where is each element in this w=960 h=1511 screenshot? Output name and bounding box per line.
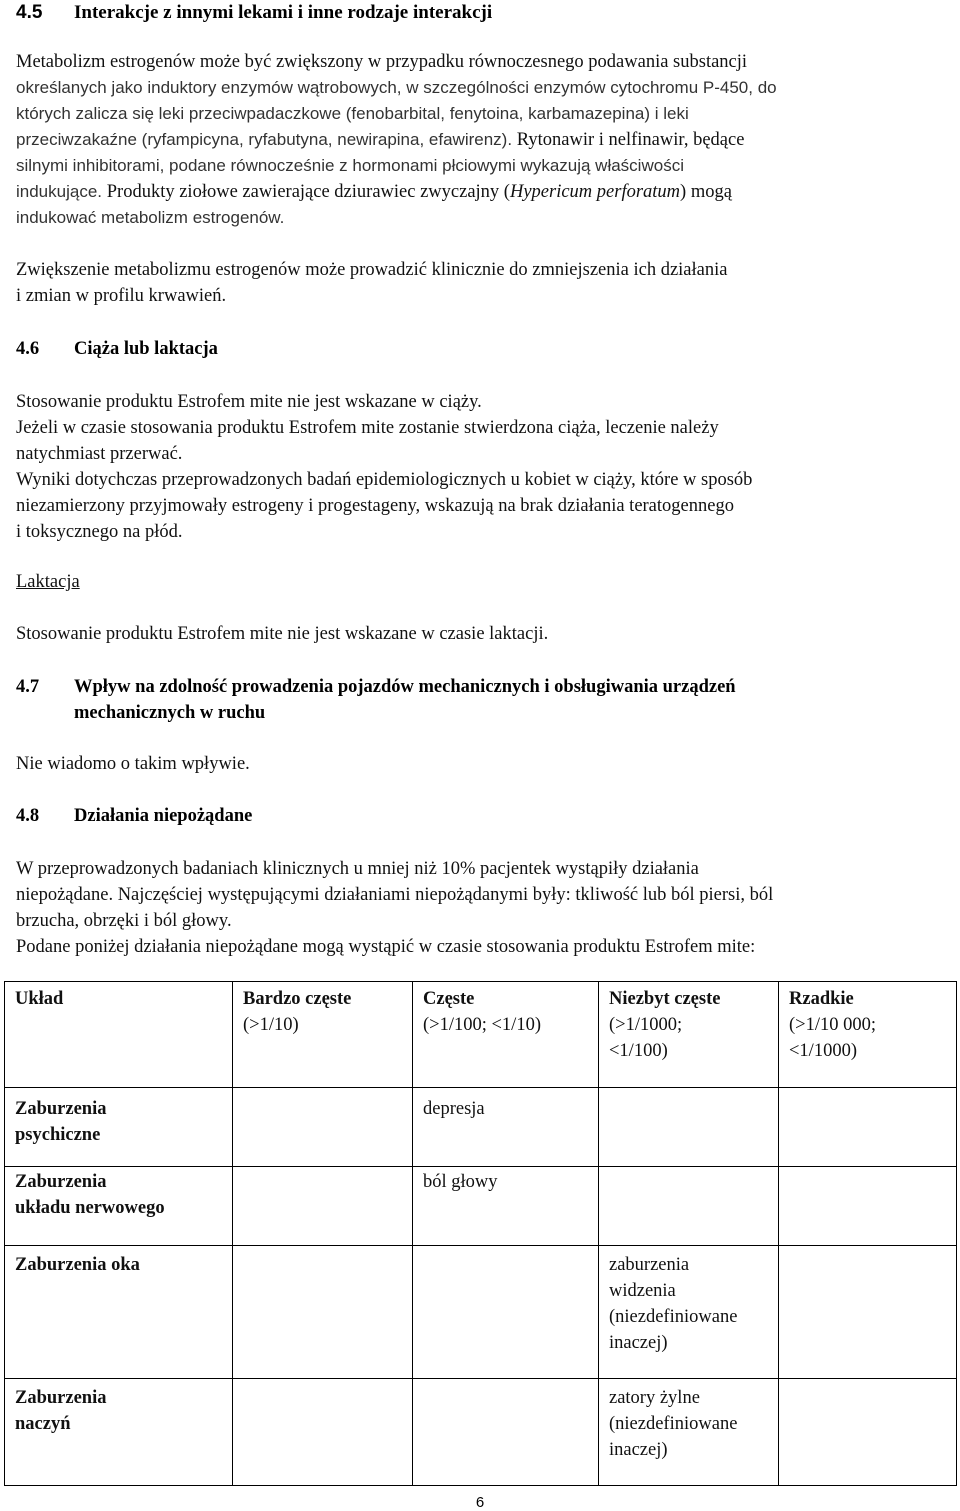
section-4-8-heading — [16, 803, 252, 829]
header-system — [5, 982, 233, 1088]
cell-line: Zaburzenia oka — [15, 1255, 140, 1275]
adverse-reactions-table — [4, 981, 957, 1486]
system-cell — [5, 1379, 233, 1486]
header-frequency: (>1/100; <1/10) — [423, 1015, 541, 1035]
text-line: Podane poniżej działania niepożądane mogą wystąpić w czasie stosowania produktu Estrofem mite: — [16, 937, 756, 957]
latin-name: Hypericum perforatum — [509, 182, 681, 202]
cell-line: ból głowy — [423, 1172, 498, 1192]
cell-line: Zaburzenia — [15, 1172, 107, 1192]
uncommon-cell — [599, 1379, 779, 1486]
section-4-5-paragraph-2 — [16, 257, 946, 309]
header-uncommon — [599, 982, 779, 1088]
section-title: Działania niepożądane — [74, 806, 253, 826]
title-line: mechanicznych w ruchu — [74, 703, 266, 723]
header-label: Układ — [15, 989, 64, 1009]
common-cell — [413, 1167, 599, 1246]
section-number: 4.8 — [16, 806, 40, 826]
cell-line: inaczej) — [609, 1440, 668, 1460]
text-line: których zalicza się leki przeciwpadaczkowe (fenobarbital, fenytoina, karbamazepina) i leki — [16, 104, 689, 123]
rare-cell — [779, 1088, 957, 1167]
common-cell — [413, 1246, 599, 1379]
system-cell — [5, 1246, 233, 1379]
cell-line: depresja — [423, 1099, 485, 1119]
cell-line: zaburzenia — [609, 1255, 690, 1275]
section-4-5-heading — [16, 0, 492, 26]
header-very-common — [233, 982, 413, 1088]
text-fragment: Rytonawir i nelfinawir, będące — [516, 130, 745, 150]
text-line: Stosowanie produktu Estrofem mite nie jest wskazane w czasie laktacji. — [16, 624, 549, 644]
cell-line: (niezdefiniowane — [609, 1307, 738, 1327]
text-line: Jeżeli w czasie stosowania produktu Estrofem mite zostanie stwierdzona ciąża, leczenie należy — [16, 418, 719, 438]
text-line: W przeprowadzonych badaniach klinicznych u mniej niż 10% pacjentek wystąpiły działania — [16, 859, 699, 879]
text-fragment: ) mogą — [680, 182, 732, 202]
section-4-8-paragraph-2 — [16, 934, 946, 960]
header-frequency: <1/100) — [609, 1041, 668, 1061]
section-4-6-paragraph-3 — [16, 467, 946, 545]
text-line: Wyniki dotychczas przeprowadzonych badań epidemiologicznych u kobiet w ciąży, które w sposób — [16, 470, 753, 490]
header-frequency: (>1/1000; — [609, 1015, 683, 1035]
text-line: określanych jako induktory enzymów wątrobowych, w szczególności enzymów cytochromu P-450, do — [16, 78, 777, 97]
subheading: Laktacja — [16, 572, 80, 592]
cell-line: Zaburzenia — [15, 1099, 107, 1119]
title-line: Wpływ na zdolność prowadzenia pojazdów mechanicznych i obsługiwania urządzeń — [74, 677, 736, 697]
uncommon-cell — [599, 1167, 779, 1246]
text-line — [16, 179, 946, 205]
section-4-8-paragraph-1 — [16, 856, 946, 934]
cell-line: Zaburzenia — [15, 1388, 107, 1408]
uncommon-cell — [599, 1246, 779, 1379]
section-4-6-paragraph-1 — [16, 389, 946, 415]
cell-line: widzenia — [609, 1281, 676, 1301]
section-number: 4.6 — [16, 339, 40, 359]
section-4-6-heading — [16, 336, 218, 362]
text-line: i toksycznego na płód. — [16, 522, 183, 542]
section-title — [74, 674, 736, 726]
section-number: 4.7 — [16, 677, 40, 697]
section-title: Ciąża lub laktacja — [74, 339, 218, 359]
header-rare — [779, 982, 957, 1088]
cell-line: układu nerwowego — [15, 1198, 165, 1218]
text-line: Stosowanie produktu Estrofem mite nie jest wskazane w ciąży. — [16, 392, 482, 412]
section-title: Interakcje z innymi lekami i inne rodzaje interakcji — [74, 2, 493, 23]
text-fragment: indukujące. — [16, 182, 103, 201]
text-line: Metabolizm estrogenów może być zwiększony w przypadku równoczesnego podawania substancji — [16, 52, 748, 72]
rare-cell — [779, 1167, 957, 1246]
table-row — [5, 1246, 957, 1379]
cell-line: naczyń — [15, 1414, 71, 1434]
text-line: brzucha, obrzęki i ból głowy. — [16, 911, 232, 931]
header-label: Częste — [423, 989, 475, 1009]
cell-line: psychiczne — [15, 1125, 101, 1145]
header-label: Rzadkie — [789, 989, 854, 1009]
table-header-row — [5, 982, 957, 1088]
system-cell — [5, 1167, 233, 1246]
table-row — [5, 1379, 957, 1486]
section-number: 4.5 — [16, 2, 43, 23]
text-line — [16, 127, 946, 153]
text-line: Zwiększenie metabolizmu estrogenów może prowadzić klinicznie do zmniejszenia ich działania — [16, 260, 728, 280]
text-line: niezamierzony przyjmowały estrogeny i progestageny, wskazują na brak działania teratogennego — [16, 496, 734, 516]
section-4-5-paragraph-1 — [16, 49, 946, 231]
table-row — [5, 1167, 957, 1246]
cell-line: inaczej) — [609, 1333, 668, 1353]
common-cell — [413, 1379, 599, 1486]
section-4-6-paragraph-2 — [16, 415, 946, 467]
lactation-paragraph — [16, 621, 946, 647]
very-common-cell — [233, 1246, 413, 1379]
very-common-cell — [233, 1379, 413, 1486]
cell-line: (niezdefiniowane — [609, 1414, 738, 1434]
header-common — [413, 982, 599, 1088]
common-cell — [413, 1088, 599, 1167]
section-4-7-heading — [16, 674, 736, 726]
text-fragment: przeciwzakaźne (ryfampicyna, ryfabutyna, newirapina, efawirenz). — [16, 130, 513, 149]
text-line: indukować metabolizm estrogenów. — [16, 208, 285, 227]
text-line: Nie wiadomo o takim wpływie. — [16, 754, 250, 774]
system-cell — [5, 1088, 233, 1167]
uncommon-cell — [599, 1088, 779, 1167]
text-line: i zmian w profilu krwawień. — [16, 286, 227, 306]
lactation-heading — [16, 569, 946, 595]
rare-cell — [779, 1379, 957, 1486]
text-line: niepożądane. Najczęściej występującymi działaniami niepożądanymi były: tkliwość lub ból piersi, ból — [16, 885, 774, 905]
very-common-cell — [233, 1167, 413, 1246]
header-label: Niezbyt częste — [609, 989, 721, 1009]
header-frequency: (>1/10) — [243, 1015, 299, 1035]
header-frequency: <1/1000) — [789, 1041, 857, 1061]
header-frequency: (>1/10 000; — [789, 1015, 876, 1035]
page-number: 6 — [475, 1494, 485, 1511]
rare-cell — [779, 1246, 957, 1379]
section-4-7-paragraph — [16, 751, 946, 777]
table-row — [5, 1088, 957, 1167]
text-line: natychmiast przerwać. — [16, 444, 183, 464]
very-common-cell — [233, 1088, 413, 1167]
text-line: silnymi inhibitorami, podane równocześnie z hormonami płciowymi wykazują właściwości — [16, 156, 684, 175]
text-fragment: Produkty ziołowe zawierające dziurawiec zwyczajny ( — [106, 182, 510, 202]
cell-line: zatory żylne — [609, 1388, 700, 1408]
header-label: Bardzo częste — [243, 989, 352, 1009]
